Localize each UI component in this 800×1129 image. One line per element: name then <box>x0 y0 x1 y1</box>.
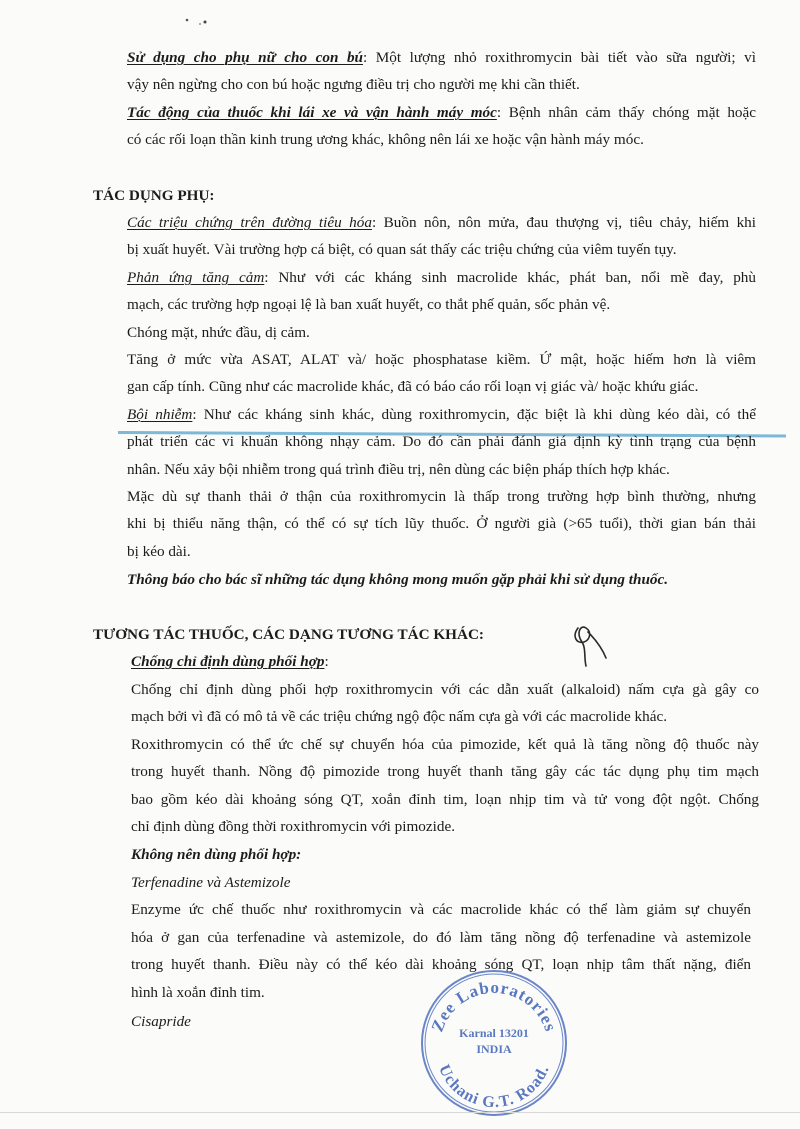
hyper-text-1: : Như với các kháng sinh macrolide khác, phát ban, nổi mề đay, phù <box>264 269 756 286</box>
driving-para-line-1 <box>127 103 756 123</box>
pimozide-line-4: chỉ định dùng đồng thời roxithromycin với pimozide. <box>131 818 455 835</box>
stamp-top-text: Zee Laboratories <box>427 977 561 1035</box>
superinfection-label: Bội nhiễm <box>127 406 193 423</box>
pimozide-line-3: bao gồm kéo dài khoảng sóng QT, xoắn đỉnh tim, loạn nhịp tim và tử vong đột ngột. Chống <box>131 791 759 808</box>
terfenadine-line-1: Enzyme ức chế thuốc như roxithromycin và các macrolide khác có thể làm giảm sự chuyển <box>131 901 751 918</box>
breastfeeding-para-line-2: vậy nên ngừng cho con bú hoặc ngưng điều trị cho người mẹ khi cần thiết. <box>127 76 580 93</box>
superinfection-line-1 <box>127 405 756 425</box>
terfenadine-line-2: hóa ở gan của terfenadine và astemizole, do đó làm tăng nồng độ terfenadine và astemizole <box>131 929 751 946</box>
stamp-bottom-text: Uchani G.T. Road. <box>435 1062 553 1112</box>
terfenadine-line-3: trong huyết thanh. Điều này có thể kéo dài khoảng sóng QT, loạn nhịp tâm thất nặng, điển <box>131 956 751 973</box>
breastfeeding-text-1: : Một lượng nhỏ roxithromycin bài tiết vào sữa người; vì <box>363 49 756 66</box>
contra-label-line <box>131 652 329 672</box>
contra-line-1: Chống chỉ định dùng phối hợp roxithromycin với các dẫn xuất (alkaloid) nấm cựa gà gây co <box>131 681 759 698</box>
breastfeeding-label: Sử dụng cho phụ nữ cho con bú <box>127 49 363 66</box>
superinfection-line-2: phát triển các vi khuẩn không nhạy cảm. Do đó cần phải đánh giá định kỳ tình trạng của bệnh <box>127 433 756 450</box>
scan-bottom-edge <box>0 1112 800 1113</box>
renal-line-1: Mặc dù sự thanh thải ở thận của roxithromycin là thấp trong trường hợp bình thường, nhưng <box>127 488 756 505</box>
stamp-line-2: INDIA <box>476 1042 512 1056</box>
pimozide-line-1: Roxithromycin có thể ức chế sự chuyển hóa của pimozide, kết quả là tăng nồng độ thuốc này <box>131 736 759 753</box>
hyper-para-line-2: mạch, các trường hợp ngoại lệ là ban xuất huyết, co thắt phế quản, sốc phản vệ. <box>127 296 611 313</box>
liver-line-1: Tăng ở mức vừa ASAT, ALAT và/ hoặc phosphatase kiềm. Ứ mật, hoặc hiếm hơn là viêm <box>127 351 756 368</box>
pimozide-line-2: trong huyết thanh. Nồng độ pimozide trong huyết thanh tăng gây các tác dụng phụ tim mạch <box>131 763 759 780</box>
contra-label: Chống chỉ định dùng phối hợp <box>131 653 325 670</box>
gi-text-1: : Buồn nôn, nôn mửa, đau thượng vị, tiêu chảy, hiếm khi <box>371 214 756 231</box>
interactions-heading: TƯƠNG TÁC THUỐC, CÁC DẠNG TƯƠNG TÁC KHÁC: <box>93 626 484 643</box>
side-effects-heading: TÁC DỤNG PHỤ: <box>93 187 215 204</box>
terfenadine-label: Terfenadine và Astemizole <box>131 874 291 891</box>
signature-mark <box>566 618 616 670</box>
superinfection-line-3: nhân. Nếu xảy bội nhiễm trong quá trình điều trị, nên dùng các biện pháp thích hợp khác. <box>127 461 670 478</box>
renal-line-3: bị kéo dài. <box>127 543 191 560</box>
cisapride-label: Cisapride <box>131 1013 191 1030</box>
hyper-para-line-1 <box>127 268 756 288</box>
breastfeeding-para-line-1 <box>127 48 756 68</box>
driving-label: Tác động của thuốc khi lái xe và vận hành máy móc <box>127 104 497 121</box>
gi-para-line-2: bị xuất huyết. Vài trường hợp cá biệt, có quan sát thấy các triệu chứng của viêm tuyến tụy. <box>127 241 677 258</box>
stamp-line-1: Karnal 13201 <box>459 1026 529 1040</box>
renal-line-2: khi bị thiểu năng thận, có thể có sự tích lũy thuốc. Ở người già (>65 tuổi), thời gian bán thải <box>127 515 756 532</box>
svg-text:Uchani G.T. Road. <box>435 1062 553 1111</box>
dizziness-line: Chóng mặt, nhức đầu, dị cảm. <box>127 324 310 341</box>
contra-colon: : <box>324 653 329 670</box>
scan-specks <box>160 12 220 37</box>
gi-para-line-1 <box>127 213 756 233</box>
superinfection-text-1: : Như các kháng sinh khác, dùng roxithromycin, đặc biệt là khi dùng kéo dài, có thể <box>192 406 756 423</box>
driving-text-1: : Bệnh nhân cảm thấy chóng mặt hoặc <box>496 104 756 121</box>
driving-para-line-2: có các rối loạn thần kinh trung ương khác, không nên lái xe hoặc vận hành máy móc. <box>127 131 644 148</box>
gi-label: Các triệu chứng trên đường tiêu hóa <box>127 214 372 231</box>
contra-line-2: mạch bởi vì đã có mô tả về các triệu chứng ngộ độc nấm cựa gà với các macrolide khác. <box>131 708 668 725</box>
notice-line: Thông báo cho bác sĩ những tác dụng không mong muốn gặp phải khi sử dụng thuốc. <box>127 571 669 588</box>
hyper-label: Phản ứng tăng cảm <box>127 269 265 286</box>
terfenadine-line-4: hình là xoắn đỉnh tim. <box>131 984 265 1001</box>
company-stamp <box>418 967 570 1119</box>
liver-line-2: gan cấp tính. Cũng như các macrolide khác, đã có báo cáo rối loạn vị giác và/ hoặc khứu giác. <box>127 378 699 395</box>
not-recommended-label: Không nên dùng phối hợp: <box>131 846 302 863</box>
